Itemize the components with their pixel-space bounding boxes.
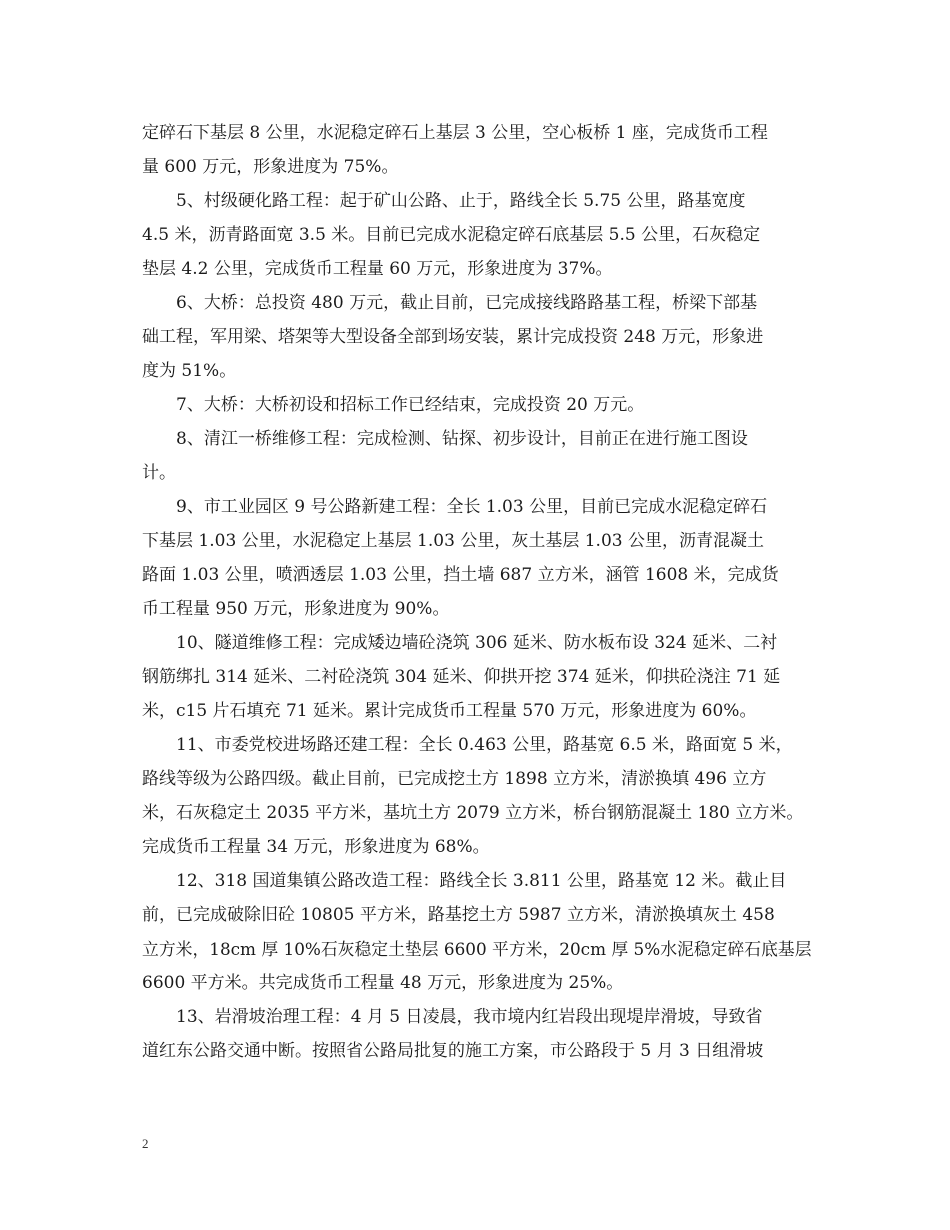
text-line: 础工程，军用梁、塔架等大型设备全部到场安装，累计完成投资 248 万元，形象进 xyxy=(142,327,764,347)
document-body xyxy=(142,116,812,1068)
text-line: 路面 1.03 公里，喷洒透层 1.03 公里，挡土墙 687 立方米，涵管 1608 米，完成货 xyxy=(142,565,779,585)
text-line: 钢筋绑扎 314 延米、二衬砼浇筑 304 延米、仰拱开挖 374 延米，仰拱砼浇注 71 延 xyxy=(142,667,781,687)
text-line: 路线等级为公路四级。截止目前，已完成挖土方 1898 立方米，清淤换填 496 立方 xyxy=(142,769,767,789)
text-line: 米，石灰稳定土 2035 平方米，基坑土方 2079 立方米，桥台钢筋混凝土 180 立方米。 xyxy=(142,803,804,823)
text-line: 立方米，18cm 厚 10%石灰稳定土垫层 6600 平方米，20cm 厚 5%水泥稳定碎石底基层 xyxy=(142,939,812,959)
text-line: 量 600 万元，形象进度为 75%。 xyxy=(142,157,399,177)
text-line: 10、隧道维修工程：完成矮边墙砼浇筑 306 延米、防水板布设 324 延米、二衬 xyxy=(176,633,778,653)
text-line: 6600 平方米。共完成货币工程量 48 万元，形象进度为 25%。 xyxy=(142,973,624,993)
text-line: 6、大桥：总投资 480 万元，截止目前，已完成接线路路基工程，桥梁下部基 xyxy=(176,293,758,313)
text-line: 计。 xyxy=(142,463,176,483)
text-line: 8、清江一桥维修工程：完成检测、钻探、初步设计，目前正在进行施工图设 xyxy=(176,429,748,449)
text-line: 9、市工业园区 9 号公路新建工程：全长 1.03 公里，目前已完成水泥稳定碎石 xyxy=(176,497,768,517)
text-line: 13、岩滑坡治理工程：4 月 5 日凌晨，我市境内红岩段出现堤岸滑坡，导致省 xyxy=(176,1007,763,1027)
text-line: 前，已完成破除旧砼 10805 平方米，路基挖土方 5987 立方米，清淤换填灰土 458 xyxy=(142,905,775,925)
text-line: 米，c15 片石填充 71 延米。累计完成货币工程量 570 万元，形象进度为 60%。 xyxy=(142,701,757,721)
text-line: 下基层 1.03 公里，水泥稳定上基层 1.03 公里，灰土基层 1.03 公里，沥青混凝土 xyxy=(142,531,764,551)
text-line: 4.5 米，沥青路面宽 3.5 米。目前已完成水泥稳定碎石底基层 5.5 公里，石灰稳定 xyxy=(142,225,761,245)
text-line: 度为 51%。 xyxy=(142,361,237,381)
text-line: 7、大桥：大桥初设和招标工作已经结束，完成投资 20 万元。 xyxy=(176,395,645,415)
text-line: 12、318 国道集镇公路改造工程：路线全长 3.811 公里，路基宽 12 米。截止目 xyxy=(176,871,787,891)
text-line: 完成货币工程量 34 万元，形象进度为 68%。 xyxy=(142,837,490,857)
text-line: 垫层 4.2 公里，完成货币工程量 60 万元，形象进度为 37%。 xyxy=(142,259,613,279)
page-number: 2 xyxy=(142,1136,149,1151)
text-line: 币工程量 950 万元，形象进度为 90%。 xyxy=(142,599,450,619)
text-line: 定碎石下基层 8 公里，水泥稳定碎石上基层 3 公里，空心板桥 1 座，完成货币工程 xyxy=(142,123,768,143)
text-line: 11、市委党校进场路还建工程：全长 0.463 公里，路基宽 6.5 米，路面宽 5 米， xyxy=(176,735,793,755)
text-line: 道红东公路交通中断。按照省公路局批复的施工方案，市公路段于 5 月 3 日组滑坡 xyxy=(142,1041,764,1061)
text-line: 5、村级硬化路工程：起于矿山公路、止于，路线全长 5.75 公里，路基宽度 xyxy=(176,191,746,211)
